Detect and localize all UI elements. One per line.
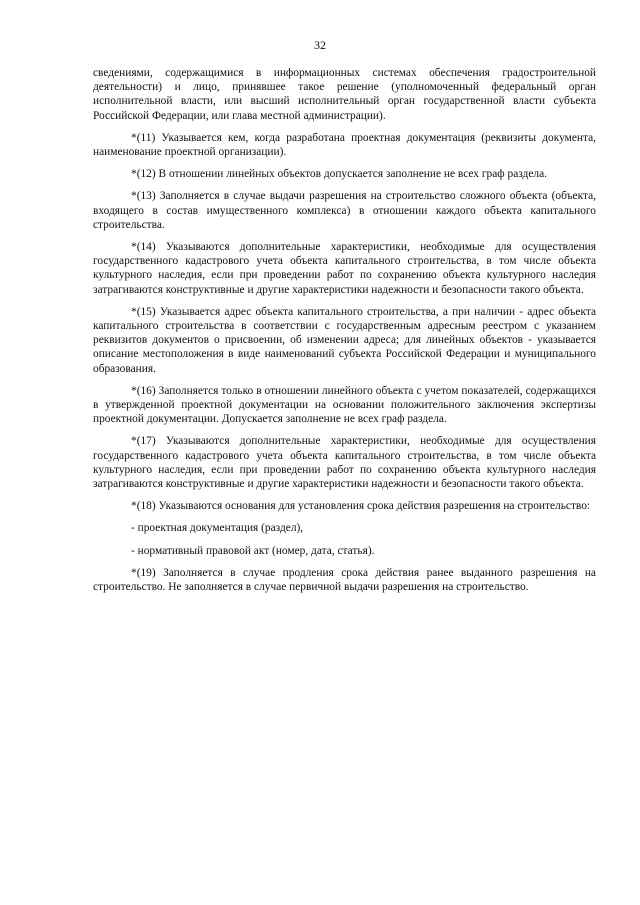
document-body [93,66,596,602]
footnote-15: *(15) Указывается адрес объекта капитального строительства, а при наличии - адрес объекта капитального строительства в соответствии с государственным адресным реестром с указанием реквизитов документов о присвоении, об изменении адреса; для линейных объектов - указывается описание местоположения в виде наименований субъекта Российской Федерации и муниципального образования. [93,305,596,375]
footnote-14: *(14) Указываются дополнительные характеристики, необходимые для осуществления государственного кадастрового учета объекта капитального строительства, в том числе объекта культурного наследия, если при проведении работ по сохранению объекта культурного наследия затрагиваются конструктивные и другие характеристики надежности и безопасности такого объекта. [93,241,596,296]
footnote-12: *(12) В отношении линейных объектов допускается заполнение не всех граф раздела. [131,168,547,181]
paragraph-continuation: сведениями, содержащимися в информационных системах обеспечения градостроительной деятельности) и лицо, принявшее такое решение (уполномоченный федеральный орган исполнительной власти, или высший исполнительный орган государственной власти субъекта Российской Федерации, или глава местной администрации). [93,67,596,122]
footnote-19: *(19) Заполняется в случае продления срока действия ранее выданного разрешения на строительство. Не заполняется в случае первичной выдачи разрешения на строительство. [93,566,596,594]
footnote-18-item-legal-act: - нормативный правовой акт (номер, дата, статья). [131,544,375,557]
footnote-13: *(13) Заполняется в случае выдачи разрешения на строительство сложного объекта (объекта, входящего в состав имущественного комплекса) в отношении каждого объекта капитального строительства. [93,190,596,231]
page-number: 32 [314,38,326,52]
footnote-16: *(16) Заполняется только в отношении линейного объекта с учетом показателей, содержащихся в утвержденной проектной документации на основании положительного заключения экспертизы проектной документации. Допускается заполнение не всех граф раздела. [93,384,596,426]
footnote-11: *(11) Указывается кем, когда разработана проектная документация (реквизиты документа, наименование проектной организации). [93,131,596,159]
footnote-18: *(18) Указываются основания для установления срока действия разрешения на строительство: [131,500,591,513]
footnote-18-item-project-docs: - проектная документация (раздел), [131,522,304,535]
footnote-17: *(17) Указываются дополнительные характеристики, необходимые для осуществления государственного кадастрового учета объекта капитального строительства, в том числе объекта культурного наследия, если при проведении работ по сохранению объекта культурного наследия затрагиваются конструктивные и другие характеристики надежности и безопасности такого объекта. [93,435,596,491]
